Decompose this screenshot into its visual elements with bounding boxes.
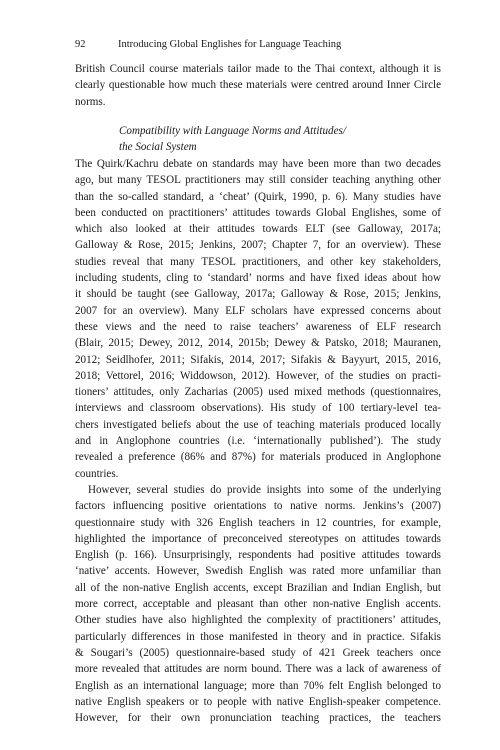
text-line: norms. xyxy=(75,95,106,108)
text-line: chers investigated beliefs about the use of teaching materials produced locally xyxy=(75,418,441,431)
text-line: clearly questionable how much these materials were centred around Inner Circle xyxy=(75,79,441,92)
text-line: tioners’ attitudes, only Zacharias (2005) used mixed methods (questionnaires, xyxy=(75,386,441,399)
text-line: countries. xyxy=(75,467,119,480)
text-line: more revealed that attitudes are norm bound. There was a lack of awareness of xyxy=(75,663,441,676)
text-line: these views and the need to raise teachers’ awareness of ELF research xyxy=(75,320,441,333)
text-line: English as an international language; more than 70% felt English belonged to xyxy=(75,679,441,692)
page-number: 92 xyxy=(75,39,86,50)
text-line: 2012; Seidlhofer, 2011; Sifakis, 2014, 2017; Sifakis & Bayyurt, 2015, 2016, xyxy=(75,353,441,366)
body-paragraph-1 xyxy=(75,156,441,482)
text-line: ‘native’ accents. However, Swedish English was rated more unfamiliar than xyxy=(75,565,441,578)
text-line: particularly differences in those manifested in theory and in practice. Sifakis xyxy=(75,630,441,643)
text-line: all of the non-native English accents, except Brazilian and Indian English, but xyxy=(75,581,441,594)
text-line: 2018; Vettorel, 2016; Widdowson, 2012). However, of the studies on practi- xyxy=(75,369,441,382)
text-line: including students, cling to ‘standard’ norms and have fixed ideas about how xyxy=(75,272,441,285)
text-line: and in Anglophone countries (i.e. ‘internationally published’). The study xyxy=(75,435,441,448)
text-line: factors influencing positive orientations to native norms. Jenkins’s (2007) xyxy=(75,500,441,513)
text-line: British Council course materials tailor made to the Thai context, although it is xyxy=(75,63,441,75)
text-line: revealed a preference (86% and 87%) for materials produced in Anglophone xyxy=(75,451,441,464)
text-line: than the so-called standard, a ‘cheat’ (Quirk, 1990, p. 6). Many studies have xyxy=(75,190,441,203)
body-paragraph-2 xyxy=(75,482,441,726)
text-line: studies reveal that many TESOL practitioners, and other key stakeholders, xyxy=(75,255,441,268)
text-line: Galloway & Rose, 2015; Jenkins, 2007; Chapter 7, for an overview). These xyxy=(75,239,441,252)
text-line: However, several studies do provide insights into some of the underlying xyxy=(88,484,441,496)
top-paragraph xyxy=(75,61,441,110)
text-line: more correct, acceptable and pleasant than other non-native English accents. xyxy=(75,598,441,611)
text-line: native English speakers or to people with native English-speaker competence. xyxy=(75,695,441,708)
text-line: Other studies have also highlighted the complexity of practitioners’ attitudes, xyxy=(75,614,441,627)
text-line: English (p. 166). Unsurprisingly, respondents had positive attitudes towards xyxy=(75,549,441,562)
text-line: been conducted on practitioners’ attitudes towards Global Englishes, some of xyxy=(75,206,441,219)
text-line: questionnaire study with 326 English teachers in 12 countries, for example, xyxy=(75,516,441,529)
text-line: & Sougari’s (2005) questionnaire-based study of 421 Greek teachers once xyxy=(75,646,441,659)
text-line: which also looked at their attitudes towards ELT (see Galloway, 2017a; xyxy=(75,223,441,236)
text-line: ago, but many TESOL practitioners may still consider teaching anything other xyxy=(75,174,441,187)
running-header xyxy=(75,38,341,52)
section-heading-line: Compatibility with Language Norms and Attitudes/ xyxy=(119,125,346,137)
text-line: The Quirk/Kachru debate on standards may have been more than two decades xyxy=(75,158,441,170)
text-line: However, for their own pronunciation teaching practices, the teachers xyxy=(75,712,441,725)
running-title: Introducing Global Englishes for Language Teaching xyxy=(118,39,342,50)
text-line: it should be taught (see Galloway, 2017a; Galloway & Rose, 2015; Jenkins, xyxy=(75,288,441,301)
section-heading xyxy=(119,123,346,156)
text-line: interviews and classroom observations). His study of 100 tertiary-level tea- xyxy=(75,402,441,415)
text-line: 2007 for an overview). Many ELF scholars have expressed concerns about xyxy=(75,304,441,317)
section-heading-line: the Social System xyxy=(119,141,197,154)
text-line: highlighted the importance of preconceived stereotypes on attitudes towards xyxy=(75,532,441,545)
text-line: (Blair, 2015; Dewey, 2012, 2014, 2015b; Dewey & Patsko, 2018; Mauranen, xyxy=(75,337,441,350)
